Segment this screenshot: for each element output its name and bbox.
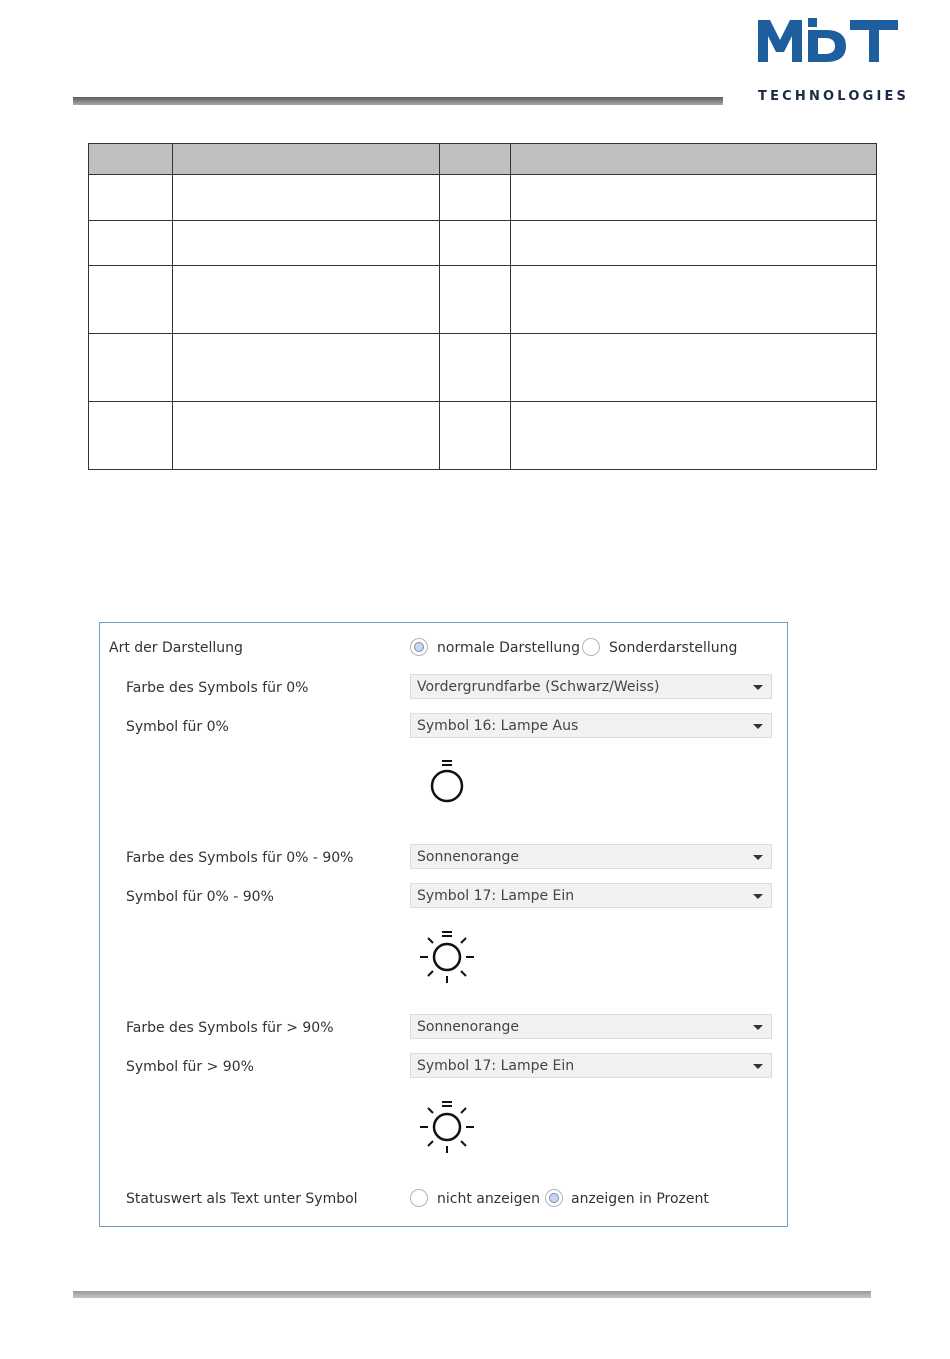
table-header-row	[89, 144, 877, 175]
table-cell	[89, 334, 173, 402]
table-cell	[173, 175, 440, 221]
radio-normal-display-label[interactable]: normale Darstellung	[437, 640, 581, 656]
radio-normal-display[interactable]	[410, 638, 428, 656]
footer-rule	[73, 1291, 871, 1298]
table-cell	[89, 221, 173, 266]
symbol-0-90-label: Symbol für 0% - 90%	[126, 889, 274, 905]
chevron-down-icon	[753, 894, 763, 899]
color-0-select[interactable]	[410, 674, 772, 699]
table-cell	[440, 334, 511, 402]
chevron-down-icon	[753, 855, 763, 860]
symbol-0-value: Symbol 16: Lampe Aus	[417, 718, 579, 734]
table-header-cell	[89, 144, 173, 175]
radio-status-percent[interactable]	[545, 1189, 563, 1207]
table-cell	[173, 221, 440, 266]
color-90-select[interactable]	[410, 1014, 772, 1039]
symbol-0-90-value: Symbol 17: Lampe Ein	[417, 888, 575, 904]
radio-status-hide-label[interactable]: nicht anzeigen	[437, 1191, 540, 1207]
radio-selected-dot	[549, 1193, 559, 1203]
lamp-on-icon	[416, 926, 476, 986]
radio-status-percent-label[interactable]: anzeigen in Prozent	[571, 1191, 709, 1207]
header-rule	[73, 97, 723, 105]
symbol-0-select[interactable]	[410, 713, 772, 738]
table-cell	[440, 175, 511, 221]
color-0-90-value: Sonnenorange	[417, 849, 519, 865]
table-header-cell	[440, 144, 511, 175]
radio-status-hide[interactable]	[410, 1189, 428, 1207]
table-cell	[511, 266, 877, 334]
parameter-panel	[99, 622, 788, 1227]
mdt-logo-mark	[756, 16, 900, 66]
table-cell	[511, 221, 877, 266]
chevron-down-icon	[753, 685, 763, 690]
table-row	[89, 266, 877, 334]
table-row	[89, 221, 877, 266]
lamp-on-icon	[416, 1096, 476, 1156]
color-0-label: Farbe des Symbols für 0%	[126, 680, 309, 696]
symbol-90-label: Symbol für > 90%	[126, 1059, 254, 1075]
symbol-90-value: Symbol 17: Lampe Ein	[417, 1058, 575, 1074]
lamp-off-icon	[416, 755, 476, 815]
table-header-cell	[173, 144, 440, 175]
table-cell	[440, 266, 511, 334]
table-row	[89, 175, 877, 221]
logo-subtitle: TECHNOLOGIES	[758, 89, 910, 104]
table-cell	[173, 402, 440, 470]
chevron-down-icon	[753, 724, 763, 729]
status-text-label: Statuswert als Text unter Symbol	[126, 1191, 358, 1207]
table-cell	[89, 266, 173, 334]
symbol-90-select[interactable]	[410, 1053, 772, 1078]
color-90-label: Farbe des Symbols für > 90%	[126, 1020, 334, 1036]
radio-special-display[interactable]	[582, 638, 600, 656]
color-0-90-select[interactable]	[410, 844, 772, 869]
radio-special-display-label[interactable]: Sonderdarstellung	[609, 640, 738, 656]
color-0-90-label: Farbe des Symbols für 0% - 90%	[126, 850, 354, 866]
table-header-cell	[511, 144, 877, 175]
table-cell	[89, 175, 173, 221]
table-cell	[89, 402, 173, 470]
color-0-value: Vordergrundfarbe (Schwarz/Weiss)	[417, 679, 660, 695]
table-cell	[440, 221, 511, 266]
table-cell	[511, 175, 877, 221]
radio-selected-dot	[414, 642, 424, 652]
table-cell	[173, 334, 440, 402]
table-cell	[440, 402, 511, 470]
table-row	[89, 402, 877, 470]
color-90-value: Sonnenorange	[417, 1019, 519, 1035]
symbol-0-label: Symbol für 0%	[126, 719, 229, 735]
table-cell	[511, 334, 877, 402]
mdt-logo	[756, 16, 910, 104]
data-table	[88, 143, 877, 470]
chevron-down-icon	[753, 1064, 763, 1069]
symbol-0-90-select[interactable]	[410, 883, 772, 908]
chevron-down-icon	[753, 1025, 763, 1030]
table-row	[89, 334, 877, 402]
table-cell	[511, 402, 877, 470]
display-type-label: Art der Darstellung	[109, 640, 243, 656]
table-cell	[173, 266, 440, 334]
